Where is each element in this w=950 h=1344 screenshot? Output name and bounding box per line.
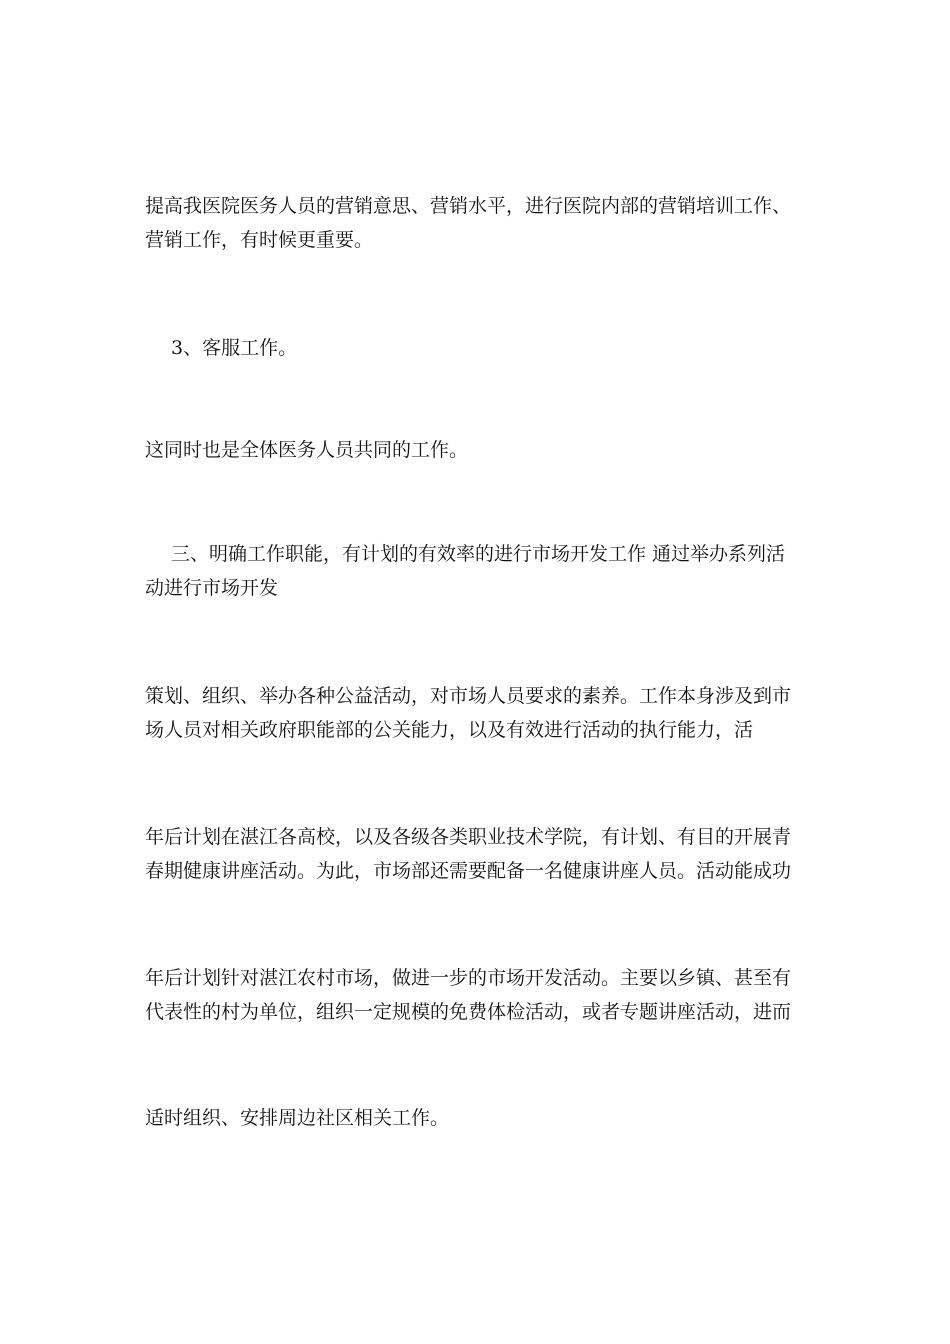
text-line: 场人员对相关政府职能部的公关能力，以及有效进行活动的执行能力，活 xyxy=(145,719,754,741)
paragraph-community-work xyxy=(145,1101,805,1135)
text-line: 年后计划在湛江各高校，以及各级各类职业技术学院，有计划、有目的开展青 xyxy=(145,826,792,848)
paragraph-common-work xyxy=(145,433,805,467)
text-line: 策划、组织、举办各种公益活动，对市场人员要求的素养。工作本身涉及到市 xyxy=(145,685,792,707)
text-line: 3、客服工作。 xyxy=(171,337,298,359)
text-line: 提高我医院医务人员的营销意思、营销水平，进行医院内部的营销培训工作、 xyxy=(145,195,792,217)
heading-customer-service xyxy=(171,331,831,365)
text-line: 动进行市场开发 xyxy=(145,577,279,599)
paragraph-college-lectures xyxy=(145,820,805,888)
paragraph-rural-market xyxy=(145,961,805,1029)
text-line: 春期健康讲座活动。为此，市场部还需要配备一名健康讲座人员。活动能成功 xyxy=(145,860,792,882)
heading-work-functions xyxy=(145,537,831,605)
text-line: 三、明确工作职能，有计划的有效率的进行市场开发工作 通过举办系列活 xyxy=(171,543,786,565)
text-line: 适时组织、安排周边社区相关工作。 xyxy=(145,1107,450,1129)
text-line: 年后计划针对湛江农村市场，做进一步的市场开发活动。主要以乡镇、甚至有 xyxy=(145,967,792,989)
text-line: 代表性的村为单位，组织一定规模的免费体检活动，或者专题讲座活动，进而 xyxy=(145,1001,792,1023)
text-line: 营销工作，有时候更重要。 xyxy=(145,229,374,251)
text-line: 这同时也是全体医务人员共同的工作。 xyxy=(145,439,469,461)
paragraph-marketing-training xyxy=(145,189,805,257)
paragraph-public-activities xyxy=(145,679,805,747)
